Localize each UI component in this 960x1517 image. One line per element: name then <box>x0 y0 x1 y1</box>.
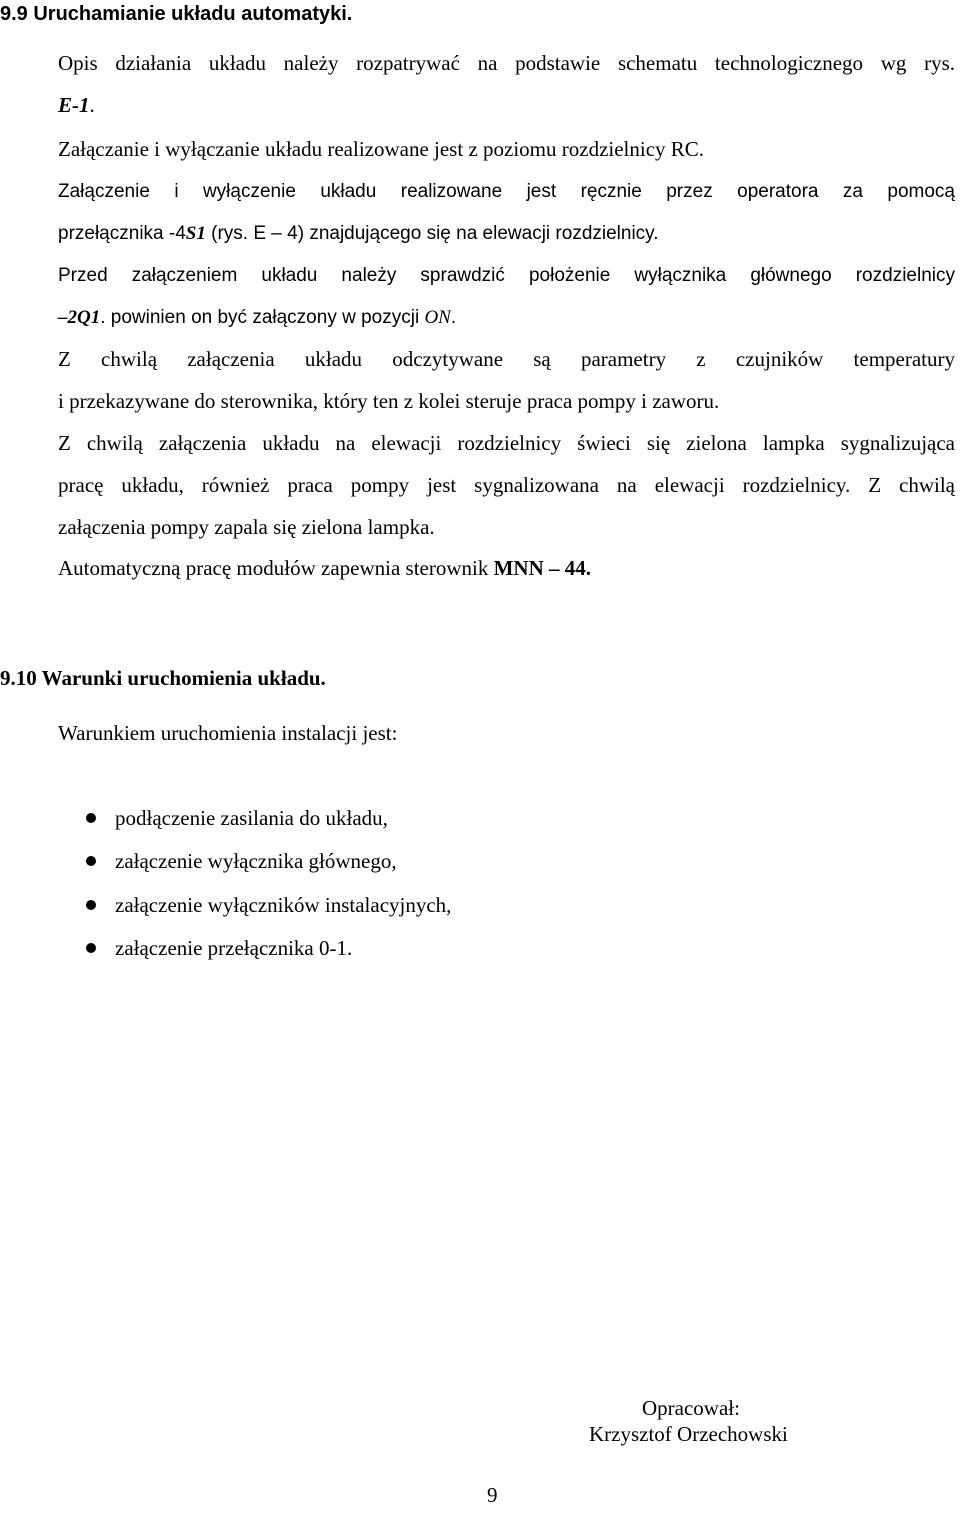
paragraph-1-line-2 <box>58 92 95 118</box>
breaker-ref-2q1: –2Q1 <box>58 307 101 328</box>
period: . <box>89 93 95 117</box>
paragraph-3-line-1: Załączenie i wyłączenie układu realizowane jest ręcznie przez operatora za pomocą <box>58 181 955 202</box>
paragraph-6-line-3: załączenia pompy zapala się zielona lampka. <box>58 515 435 539</box>
list-item: załączenie wyłączników instalacyjnych, <box>115 893 452 917</box>
paragraph-6-line-1: Z chwilą załączenia układu na elewacji rozdzielnicy świeci się zielona lampka sygnalizująca <box>58 431 955 455</box>
bullet-icon <box>86 813 96 823</box>
section-2-intro: Warunkiem uruchomienia instalacji jest: <box>58 721 398 745</box>
paragraph-1-line-1: Opis działania układu należy rozpatrywać na podstawie schematu technologicznego wg rys. <box>58 51 955 75</box>
paragraph-5-line-2: i przekazywane do sterownika, który ten z kolei steruje praca pompy i zaworu. <box>58 389 720 413</box>
controller-model: MNN – 44. <box>493 556 592 580</box>
page-number: 9 <box>487 1483 498 1507</box>
paragraph-4-line-1: Przed załączeniem układu należy sprawdzić położenie wyłącznika głównego rozdzielnicy <box>58 265 955 286</box>
list-item: załączenie przełącznika 0-1. <box>115 936 353 960</box>
paragraph-3-line-2 <box>58 221 659 247</box>
list-item: załączenie wyłącznika głównego, <box>115 849 397 873</box>
bullet-icon <box>86 900 96 910</box>
period: . <box>450 307 457 328</box>
text-span: przełącznika -4 <box>58 223 186 244</box>
text-span: . powinien on być załączony w pozycji <box>100 307 425 328</box>
text-span: Automatyczną pracę modułów zapewnia sterownik <box>58 556 494 580</box>
paragraph-6-line-2: pracę układu, również praca pompy jest sygnalizowana na elewacji rozdzielnicy. Z chwilą <box>58 473 955 497</box>
paragraph-5-line-1: Z chwilą załączenia układu odczytywane są parametry z czujników temperatury <box>58 347 955 371</box>
paragraph-7 <box>58 555 591 581</box>
section-heading-9-10: 9.10 Warunki uruchomienia układu. <box>0 666 326 690</box>
bullet-icon <box>86 856 96 866</box>
position-on: ON <box>424 307 451 328</box>
paragraph-4-line-2 <box>58 305 456 331</box>
text-span: (rys. E – 4) znajdującego się na elewacji rozdzielnicy. <box>205 223 659 244</box>
bullet-icon <box>86 943 96 953</box>
paragraph-2: Załączanie i wyłączanie układu realizowane jest z poziomu rozdzielnicy RC. <box>58 137 705 161</box>
list-item: podłączenie zasilania do układu, <box>115 806 388 830</box>
prepared-by-label: Opracował: <box>642 1396 740 1420</box>
section-heading-9-9: 9.9 Uruchamianie układu automatyki. <box>0 3 353 25</box>
author-name: Krzysztof Orzechowski <box>589 1422 788 1446</box>
figure-ref-e1: E-1 <box>58 93 90 117</box>
switch-ref-s1: S1 <box>185 223 206 244</box>
